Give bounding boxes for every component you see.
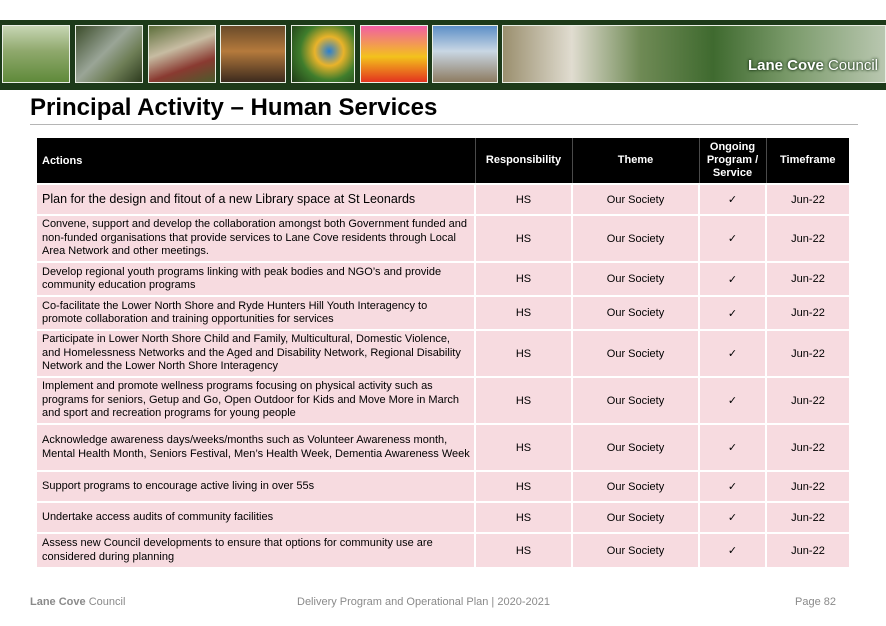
column-header-actions: Actions (37, 138, 475, 184)
table-row (37, 215, 849, 262)
timeframe-cell: Jun-22 (766, 502, 849, 533)
timeframe-cell: Jun-22 (766, 424, 849, 471)
theme-cell: Our Society (572, 424, 699, 471)
theme-cell: Our Society (572, 502, 699, 533)
page-title: Principal Activity – Human Services (30, 94, 438, 121)
column-header-timeframe: Timeframe (766, 138, 849, 184)
table-row (37, 184, 849, 215)
table-row (37, 296, 849, 330)
footer-org-name: Lane Cove (30, 596, 86, 608)
responsibility-cell: HS (475, 330, 572, 377)
theme-cell: Our Society (572, 184, 699, 215)
timeframe-cell: Jun-22 (766, 330, 849, 377)
column-header-ongoing: Ongoing Program / Service (699, 138, 766, 184)
responsibility-cell: HS (475, 424, 572, 471)
responsibility-cell: HS (475, 377, 572, 424)
timeframe-cell: Jun-22 (766, 296, 849, 330)
check-icon: ✓ (699, 471, 766, 502)
check-icon: ✓ (699, 296, 766, 330)
responsibility-cell: HS (475, 296, 572, 330)
waterfall-photo (75, 25, 143, 83)
check-icon: ✓ (699, 184, 766, 215)
action-cell: Undertake access audits of community facilities (37, 502, 475, 533)
timeframe-cell: Jun-22 (766, 471, 849, 502)
council-logo (748, 57, 878, 74)
check-icon: ✓ (699, 533, 766, 567)
theme-cell: Our Society (572, 215, 699, 262)
check-icon: ✓ (699, 502, 766, 533)
action-cell: Participate in Lower North Shore Child and Family, Multicultural, Domestic Violence, and Homelessness Networks and the Aged and Disability Network, Regional Disability Network and the Lower North Shore Interagency (37, 330, 475, 377)
theme-cell: Our Society (572, 296, 699, 330)
market-photo (220, 25, 286, 83)
performer-photo (360, 25, 428, 83)
building-photo (432, 25, 498, 83)
responsibility-cell: HS (475, 533, 572, 567)
responsibility-cell: HS (475, 215, 572, 262)
column-header-theme: Theme (572, 138, 699, 184)
logo-name: Lane Cove (747, 57, 824, 74)
footer-page-number: Page 82 (795, 596, 836, 608)
responsibility-cell: HS (475, 471, 572, 502)
timeframe-cell: Jun-22 (766, 262, 849, 296)
theme-cell: Our Society (572, 330, 699, 377)
table-row (37, 377, 849, 424)
title-divider (30, 124, 858, 125)
table-row (37, 330, 849, 377)
table-row (37, 533, 849, 567)
responsibility-cell: HS (475, 502, 572, 533)
timeframe-cell: Jun-22 (766, 533, 849, 567)
action-cell: Convene, support and develop the collaboration amongst both Government funded and non-funded organisations that provide services to Lane Cove residents through Local Area Network and other meetings. (37, 215, 475, 262)
check-icon: ✓ (699, 377, 766, 424)
check-icon: ✓ (699, 262, 766, 296)
action-cell: Develop regional youth programs linking with peak bodies and NGO’s and provide community education programs (37, 262, 475, 296)
lorikeet-photo (291, 25, 355, 83)
table-row (37, 262, 849, 296)
action-cell: Support programs to encourage active living in over 55s (37, 471, 475, 502)
action-cell: Acknowledge awareness days/weeks/months such as Volunteer Awareness month, Mental Health Month, Seniors Festival, Men’s Health Week, Dementia Awareness Week (37, 424, 475, 471)
table-row (37, 471, 849, 502)
check-icon: ✓ (699, 330, 766, 377)
header-banner (0, 20, 886, 90)
dancers-photo (148, 25, 216, 83)
table-row (37, 424, 849, 471)
action-cell: Assess new Council developments to ensure that options for community use are considered during planning (37, 533, 475, 567)
footer-organisation (30, 596, 125, 608)
footer-org-suffix: Council (88, 596, 126, 608)
theme-cell: Our Society (572, 471, 699, 502)
check-icon: ✓ (699, 424, 766, 471)
logo-suffix: Council (827, 57, 878, 74)
check-icon: ✓ (699, 215, 766, 262)
timeframe-cell: Jun-22 (766, 377, 849, 424)
actions-table (37, 138, 849, 567)
responsibility-cell: HS (475, 184, 572, 215)
park-photo (2, 25, 70, 83)
table-row (37, 502, 849, 533)
timeframe-cell: Jun-22 (766, 215, 849, 262)
action-cell: Plan for the design and fitout of a new Library space at St Leonards (37, 184, 475, 215)
street-panorama-photo (502, 25, 886, 83)
theme-cell: Our Society (572, 262, 699, 296)
action-cell: Co-facilitate the Lower North Shore and Ryde Hunters Hill Youth Interagency to promote collaboration and training opportunities for services (37, 296, 475, 330)
theme-cell: Our Society (572, 377, 699, 424)
responsibility-cell: HS (475, 262, 572, 296)
column-header-responsibility: Responsibility (475, 138, 572, 184)
timeframe-cell: Jun-22 (766, 184, 849, 215)
table-header-row (37, 138, 849, 184)
theme-cell: Our Society (572, 533, 699, 567)
action-cell: Implement and promote wellness programs focusing on physical activity such as programs for seniors, Getup and Go, Open Outdoor for Kids and Move More in March and sport and recreation programs for young people (37, 377, 475, 424)
footer-document-title: Delivery Program and Operational Plan | 2020-2021 (297, 596, 550, 608)
